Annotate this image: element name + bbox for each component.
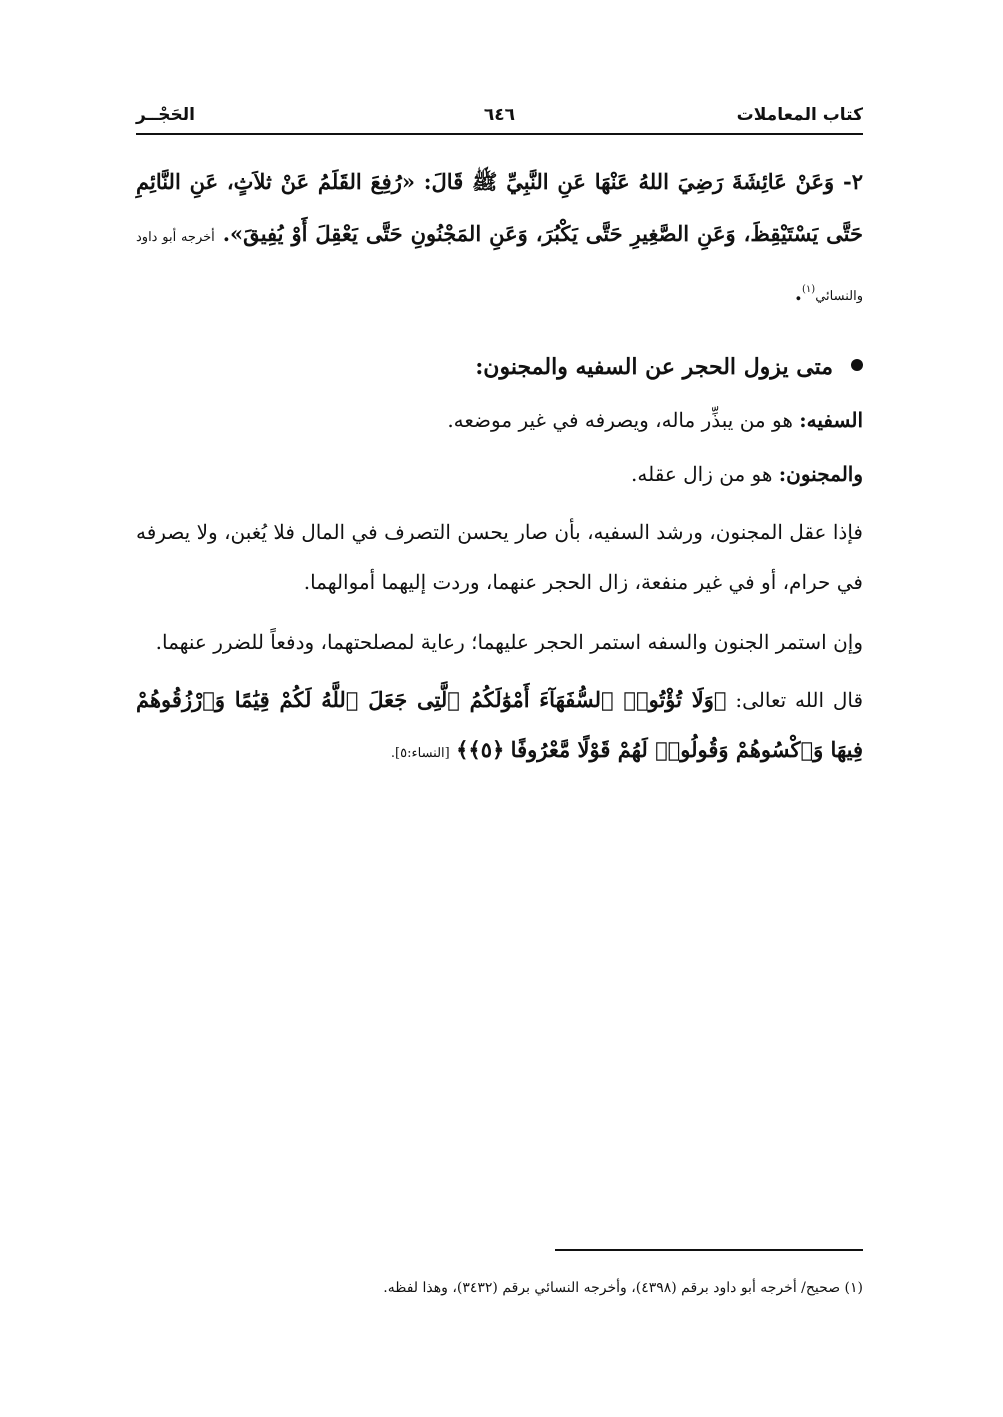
paragraph-restoration: فإذا عقل المجنون، ورشد السفيه، بأن صار يحسن التصرف في المال فلا يُغبن، ولا يصرفه في حرام، أو في غير منفعة، زال الحجر عنهما، وردت إليهما أموالهما.	[136, 520, 863, 594]
page-number: ٦٤٦	[483, 105, 516, 125]
definition-text: هو من يبذِّر ماله، ويصرفه في غير موضعه.	[447, 408, 793, 432]
footnote-rule	[555, 1249, 863, 1251]
hadith-paragraph	[136, 156, 863, 323]
quran-reference: [النساء:٥].	[390, 746, 450, 761]
footnote: (١) صحيح/ أخرجه أبو داود برقم (٤٣٩٨)، وأخرجه النسائي برقم (٣٤٣٢)، وهذا لفظه.	[383, 1280, 863, 1296]
definition-safih	[136, 397, 863, 443]
chapter-title: الحَجْــر	[136, 105, 195, 125]
section-heading	[136, 345, 863, 389]
bullet-icon	[851, 359, 863, 371]
book-title: كتاب المعاملات	[736, 105, 863, 125]
footnote-reference: (١)	[802, 284, 816, 295]
definition-term: السفيه:	[799, 408, 863, 432]
paragraph-continuation: وإن استمر الجنون والسفه استمر الحجر عليهما؛ رعاية لمصلحتهما، ودفعاً للضرر عنهما.	[155, 630, 863, 654]
hadith-end: .	[794, 280, 803, 305]
quran-verse: وَلَا تُؤْتُوا۟ ٱلسُّفَهَآءَ أَمْوَٰلَكُمُ ٱلَّتِى جَعَلَ ٱللَّهُ لَكُمْ قِيَٰمًا وَٱرْزُقُوهُمْ فِيهَا وَٱكْسُوهُمْ وَقُولُوا۟ لَهُمْ قَوْلًا مَّعْرُوفًا	[136, 687, 863, 762]
hadith-source: أخرجه أبو داود والنسائي	[136, 230, 863, 304]
header-rule	[136, 133, 863, 135]
hadith-number: ٢-	[843, 169, 863, 194]
hadith-text: وَعَنْ عَائِشَةَ رَضِيَ اللهُ عَنْهَا عَنِ النَّبِيِّ ﷺ قَالَ: «رُفِعَ القَلَمُ عَنْ ثلاَثٍ، عَنِ النَّائِمِ حَتَّى يَسْتَيْقِظَ، وَعَنِ الصَّغِيرِ حَتَّى يَكْبُرَ، وَعَنِ المَجْنُونِ حَتَّى يَعْقِلَ أَوْ يُفِيقَ».	[136, 169, 863, 246]
quran-citation	[136, 675, 863, 779]
ayah-number-marker: ﴿٥﴾	[468, 737, 505, 762]
definition-text: هو من زال عقله.	[631, 462, 773, 486]
section-heading-text: متى يزول الحجر عن السفيه والمجنون:	[475, 354, 833, 380]
quran-intro: قال الله تعالى:	[735, 688, 864, 712]
definition-majnun	[136, 451, 863, 497]
quran-open-bracket: ﴿	[713, 687, 727, 712]
definition-term: والمجنون:	[778, 462, 863, 486]
quran-close-bracket: ﴾	[456, 737, 469, 762]
running-header	[136, 100, 863, 130]
main-text	[136, 156, 863, 779]
